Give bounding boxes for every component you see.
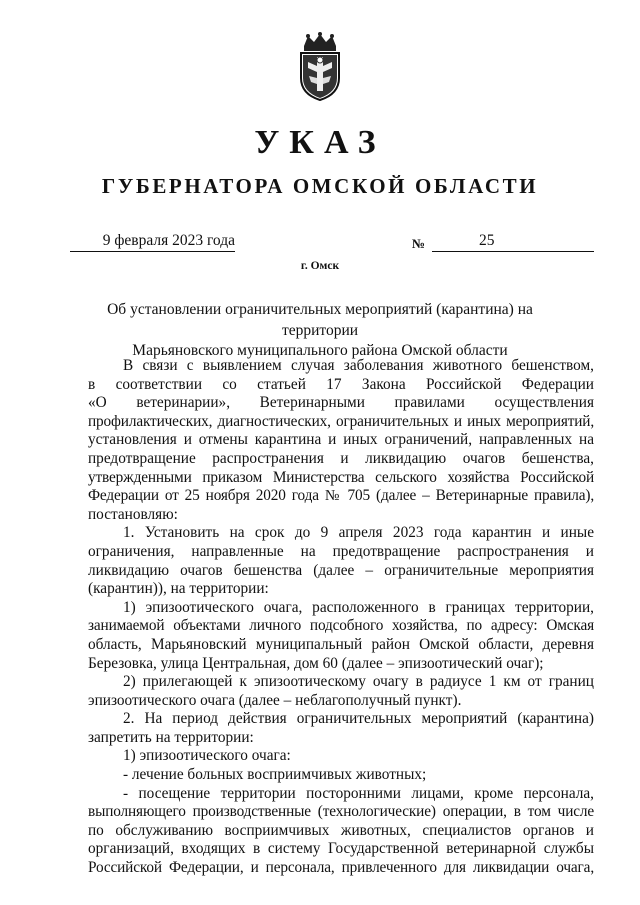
- decree-subject: [80, 300, 560, 362]
- subject-line: Марьяновского муниципального района Омской области: [132, 342, 508, 359]
- body-line: запретить на территории:: [88, 728, 254, 746]
- body-line: 2) прилегающей к эпизоотическому очагу в радиусе 1 км от границ: [123, 673, 594, 691]
- body-line: профилактических, диагностических, ограничительных и иных мероприятий,: [88, 412, 594, 430]
- body-line: эпизоотического очага (далее – неблагополучный пункт).: [88, 691, 462, 709]
- subject-line: Об установлении ограничительных мероприятий (карантина) на территории: [107, 301, 533, 339]
- decree-body: [88, 357, 594, 878]
- document-number-field: [432, 232, 594, 252]
- body-line: область, Марьяновский муниципальный район Омской области, деревня: [88, 635, 594, 653]
- body-line: В связи с выявлением случая заболевания животного бешенством,: [123, 357, 594, 374]
- body-line: - лечение больных восприимчивых животных;: [123, 766, 427, 784]
- body-line: постановляю:: [88, 505, 178, 523]
- document-date: 9 февраля 2023 года: [70, 232, 235, 252]
- body-line: 1) эпизоотического очага, расположенного в границах территории,: [123, 598, 594, 616]
- body-line: 1) эпизоотического очага:: [123, 747, 291, 765]
- body-line: утвержденными приказом Министерства сельского хозяйства Российской: [88, 468, 594, 486]
- body-line: занимаемой объектами личного подсобного хозяйства, по адресу: Омская: [88, 617, 594, 635]
- coat-of-arms-icon: [294, 32, 346, 102]
- body-line: 2. На период действия ограничительных мероприятий (карантина): [123, 710, 594, 728]
- body-line: в соответствии со статьей 17 Закона Российской Федерации: [88, 375, 594, 393]
- body-line: по обслуживанию восприимчивых животных, специалистов органов и: [88, 821, 594, 839]
- body-line: - посещение территории посторонними лицами, кроме персонала,: [123, 784, 594, 802]
- body-line: «О ветеринарии», Ветеринарными правилами осуществления: [88, 394, 594, 412]
- body-line: организаций, входящих в систему Государственной ветеринарной службы: [88, 840, 594, 858]
- body-line: Российской Федерации, и персонала, привлеченного для ликвидации очага,: [88, 859, 594, 877]
- body-line: выполняющего производственные (технологические) операции, в том числе: [88, 803, 594, 821]
- body-line: Федерации от 25 ноября 2020 года № 705 (далее – Ветеринарные правила),: [88, 487, 594, 505]
- document-number: 25: [479, 232, 495, 249]
- body-line: установления и отмены карантина и иных ограничений, направленных на: [88, 431, 594, 449]
- body-line: ликвидацию очагов бешенства (далее – ограничительные мероприятия: [88, 561, 594, 579]
- body-line: Березовка, улица Центральная, дом 60 (далее – эпизоотический очаг);: [88, 654, 544, 672]
- body-line: 1. Установить на срок до 9 апреля 2023 года карантин и иные: [123, 524, 594, 542]
- body-line: ограничения, направленные на предотвращение распространения и: [88, 542, 594, 560]
- document-title: УКАЗ: [254, 124, 386, 161]
- city-label: г. Омск: [300, 260, 340, 272]
- document-subtitle: ГУБЕРНАТОРА ОМСКОЙ ОБЛАСТИ: [101, 174, 539, 198]
- body-line: предотвращение распространения и ликвидацию очагов бешенства,: [88, 449, 594, 467]
- body-line: (карантин)), на территории:: [88, 580, 269, 598]
- number-sign: №: [412, 236, 426, 251]
